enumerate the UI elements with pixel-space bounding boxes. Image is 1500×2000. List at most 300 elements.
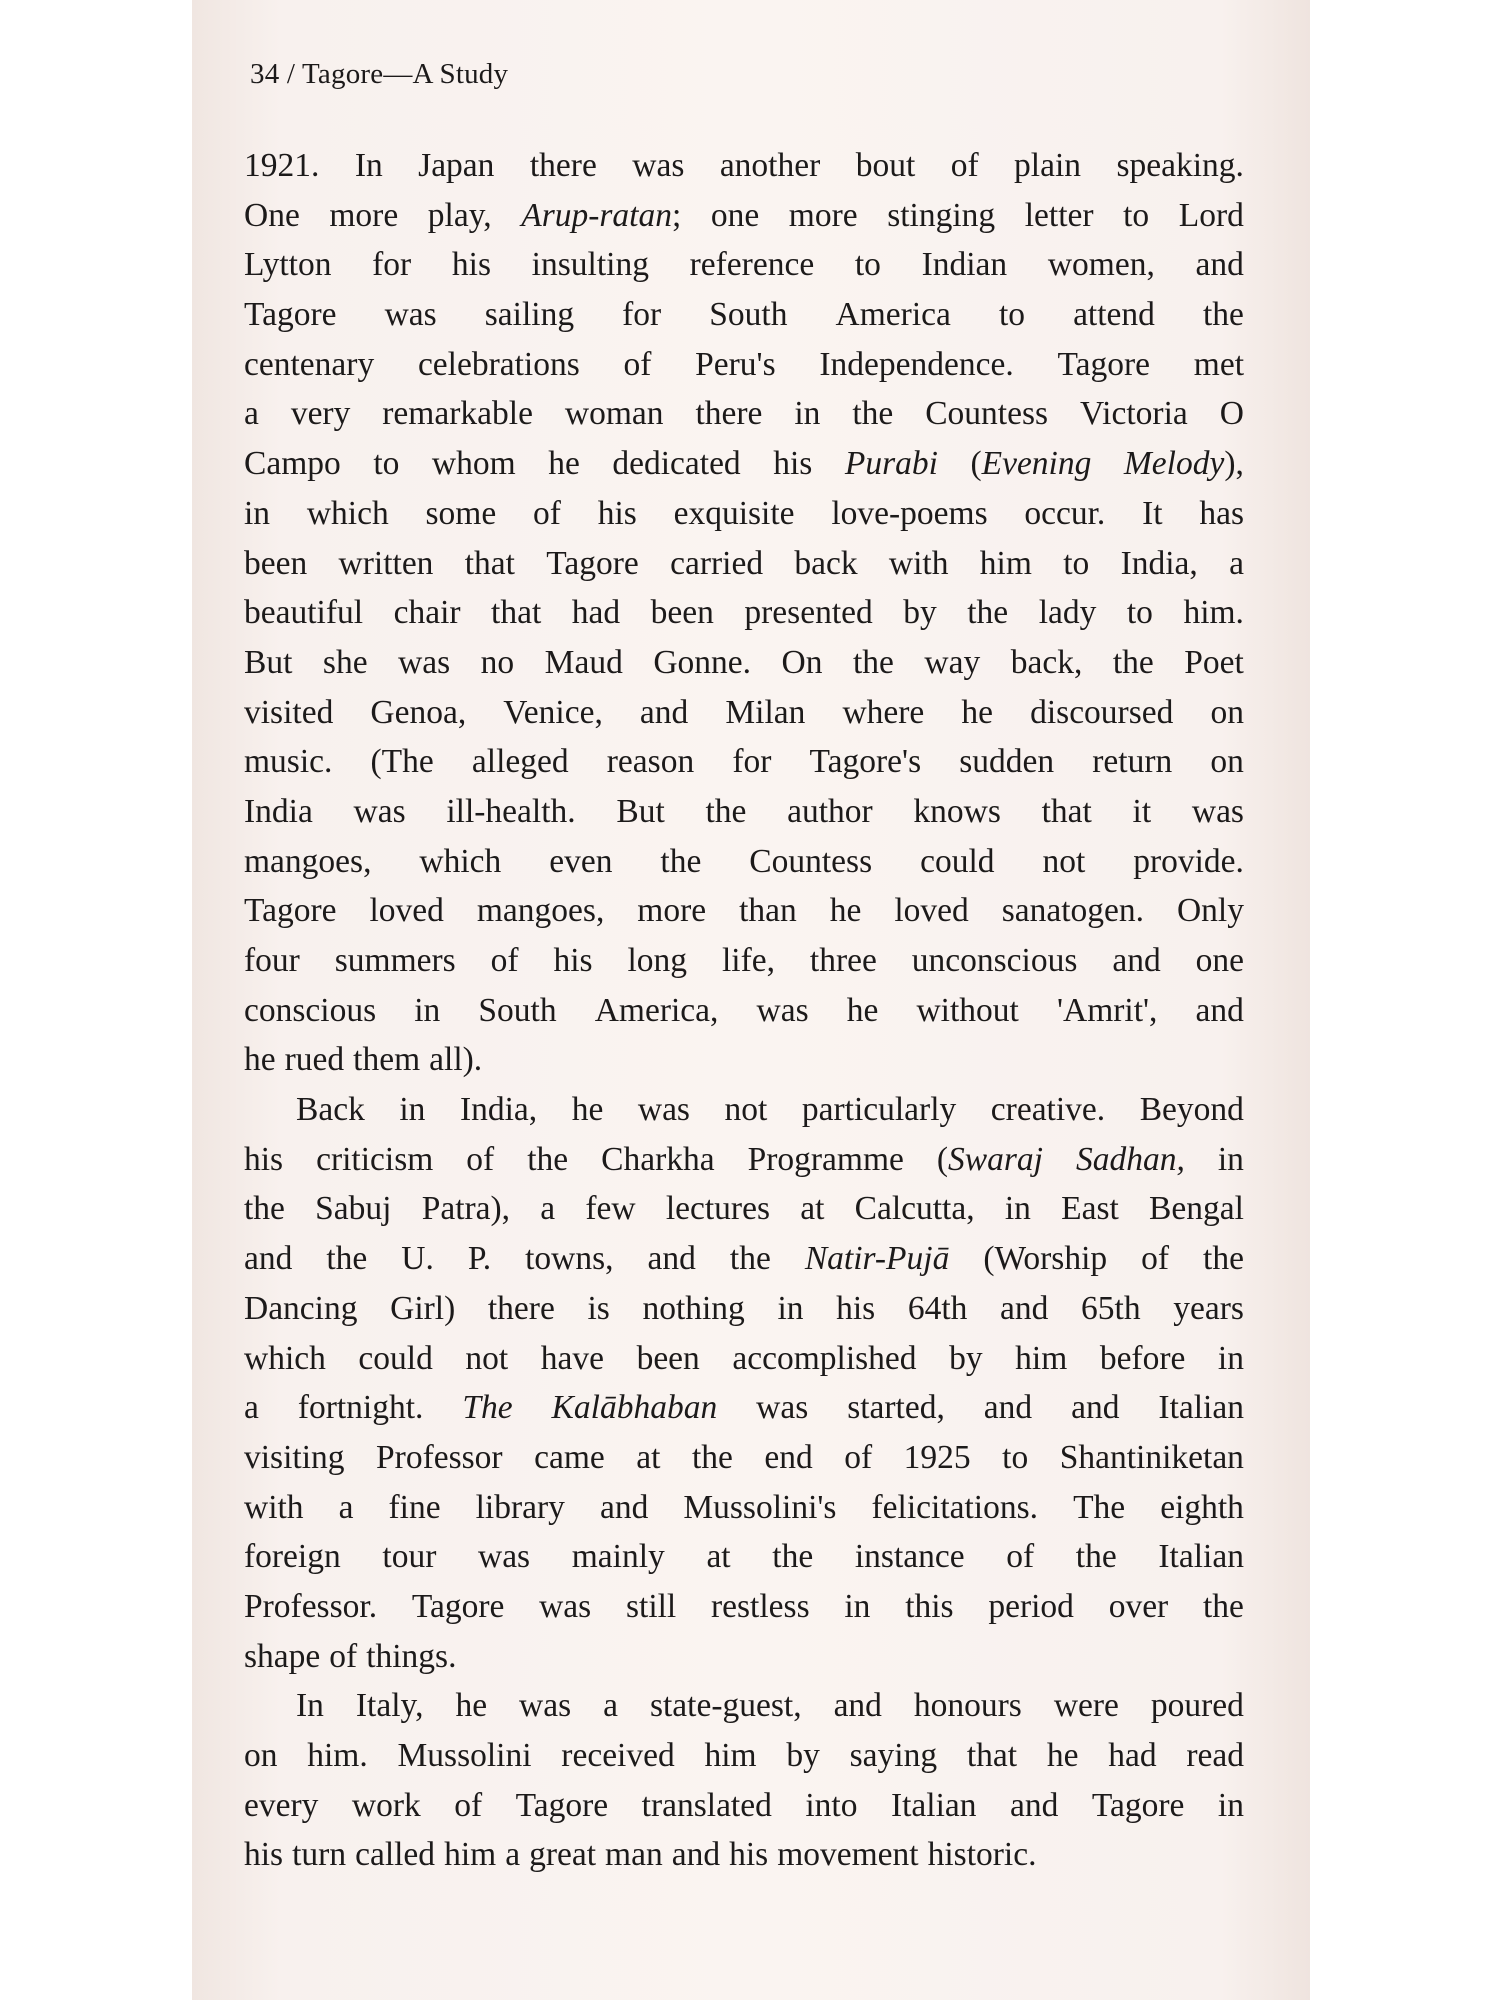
word: insulting [531,246,649,284]
word: all). [429,1041,483,1079]
word: shape [244,1637,321,1675]
word: Italy, [355,1687,424,1725]
word: sailing [484,296,575,334]
text-line [244,787,1244,837]
word: Patra), [421,1190,511,1228]
text-line [244,1681,1244,1731]
text-line [244,1632,1244,1682]
word: before [1099,1339,1186,1377]
word: one [710,196,760,234]
word: in [414,991,441,1029]
word: conscious [244,991,377,1029]
word: O [1219,395,1244,433]
word: South [478,991,557,1029]
word: India, [459,1091,538,1129]
word: Venice, [503,693,603,731]
word: plain [1014,147,1082,184]
word: rued [284,1041,345,1079]
word: fine [388,1488,441,1526]
word: sudden [959,743,1055,781]
word: attend [1073,296,1155,334]
word: 1921. [244,147,320,184]
word: loved [894,892,969,930]
word: his [244,1836,284,1874]
word: man [605,1836,663,1874]
word: Bengal [1149,1190,1244,1228]
word: him. [1183,594,1244,632]
word: East [1061,1190,1119,1228]
word: was [1191,792,1244,830]
word: some [425,494,497,532]
word: three [809,942,877,979]
word: had [1108,1737,1157,1774]
word: the [244,1190,285,1228]
word: author [787,792,873,830]
word: movement [777,1836,919,1874]
word: the [852,395,894,433]
word: the [1203,1240,1244,1278]
word: was [632,147,685,184]
text-line [244,1830,1244,1880]
word: more [788,196,858,234]
word: Campo [244,445,341,483]
word: ill-health. [446,792,576,830]
word: life, [721,942,775,979]
word: remarkable [382,395,533,433]
word: she [322,643,368,681]
word: to [998,296,1025,334]
word: India [244,792,313,830]
word: Lord [1178,196,1244,234]
word: America [835,296,951,334]
word: on [244,1737,278,1774]
word: and [244,1240,293,1278]
text-line [244,638,1244,688]
word: he [961,693,994,731]
word: and [671,1836,721,1874]
word: Genoa, [370,693,467,731]
word: he [846,991,879,1029]
text-line [244,1234,1244,1284]
word: turn [292,1836,347,1874]
word: with [244,1488,304,1526]
word: to [854,246,881,284]
text-line [244,1532,1244,1582]
word: back, [1010,643,1083,681]
text-line [244,1284,1244,1334]
text-line [244,1135,1244,1185]
word: creative. [990,1091,1106,1129]
word: in [1217,1339,1244,1377]
word: But [616,792,665,830]
word: U. [401,1240,434,1278]
text-line [244,688,1244,738]
word: speaking. [1116,147,1244,184]
word: felicitations. [871,1488,1039,1526]
word: to [1123,196,1150,234]
word: long [627,942,688,979]
word: he [244,1041,276,1079]
word: he [1046,1737,1079,1774]
word: for [622,296,662,334]
word: his [836,1289,876,1327]
word: the [729,1240,771,1278]
word: Tagore [411,1587,505,1625]
word: the [1202,296,1244,334]
word: Independence. [819,345,1014,383]
word: years [1173,1289,1244,1327]
word: Mussolini's [683,1488,837,1526]
word: centenary [244,345,375,383]
text-line [244,389,1244,439]
word: (Evening [970,445,1092,483]
text-line [244,1184,1244,1234]
word: Tagore [244,296,337,334]
word: state-guest, [649,1687,802,1725]
word: Natir-Pujā [804,1240,950,1278]
word: and [1195,991,1244,1029]
word: was [756,1389,809,1427]
word: things. [366,1637,457,1675]
word: Peru's [695,345,776,383]
word: that [1041,792,1092,830]
word: sanatogen. [1001,892,1145,930]
word: and [639,693,689,731]
word: of [1006,1538,1035,1576]
text-line [244,141,1244,191]
word: In [354,147,383,184]
word: at [706,1538,731,1576]
word: Tagore [546,544,639,582]
word: a [505,1836,521,1874]
word: his [244,1140,284,1178]
word: and [983,1389,1033,1427]
word: Tagore [1057,345,1151,383]
word: visited [244,693,334,731]
word: by [786,1737,820,1774]
word: at [800,1190,825,1228]
text-line [244,240,1244,290]
word: towns, [525,1240,614,1278]
word: of [466,1140,495,1178]
word: were [1053,1687,1119,1725]
word: Calcutta, [854,1190,975,1228]
word: back [794,544,858,582]
word: in [1217,1140,1244,1178]
word: read [1186,1737,1244,1774]
word: In [296,1687,324,1725]
word: his [597,494,637,532]
word: was [353,792,406,830]
word: 'Amrit', [1056,991,1158,1029]
word: Gonne. [653,643,752,681]
word: the [1112,643,1154,681]
text-line [244,837,1244,887]
word: criticism [316,1140,434,1178]
word: been [650,594,714,632]
word: into [805,1786,858,1824]
word: the [660,842,702,880]
word: that [464,544,515,582]
word: loved [369,892,444,930]
word: of [454,1786,483,1824]
word: of [329,1637,358,1675]
word: knows [913,792,1001,830]
word: provide. [1133,842,1244,880]
word: foreign [244,1538,341,1576]
text-line [244,489,1244,539]
word: not [1042,842,1086,880]
word: stinging [887,196,996,234]
word: few [585,1190,636,1228]
word: 65th [1081,1289,1141,1327]
word: him [444,1836,497,1874]
word: not [724,1091,768,1129]
word: there [529,147,597,184]
word: which [419,842,502,880]
word: saying [849,1737,938,1774]
word: summers [334,942,456,979]
word: Professor [376,1438,503,1476]
word: of [533,494,561,532]
word: work [351,1786,421,1824]
word: letter [1024,196,1094,234]
word: Victoria [1080,395,1188,433]
word: them [353,1041,421,1079]
word: him [979,544,1032,582]
word: met [1193,345,1244,383]
text-line [244,1433,1244,1483]
word: mainly [571,1538,665,1576]
word: instance [854,1538,965,1576]
word: lady [1038,594,1097,632]
word: another [719,147,821,184]
text-line [244,439,1244,489]
word: reference [689,246,815,284]
word: with [888,544,949,582]
word: It [1142,494,1163,532]
word: a [244,395,259,433]
word: 64th [907,1289,968,1327]
text-line [244,986,1244,1036]
word: in [244,494,271,532]
word: the [1075,1538,1117,1576]
word: Professor. [244,1587,378,1625]
word: in [399,1091,426,1129]
word: not [465,1339,509,1377]
word: the [705,792,747,830]
word: accomplished [732,1339,917,1377]
word: chair [393,594,461,632]
word: every [244,1786,319,1824]
word: he [455,1687,488,1725]
word: him [704,1737,757,1774]
text-line [244,936,1244,986]
word: the [1202,1587,1244,1625]
word: one [1195,942,1244,979]
word: in [844,1587,871,1625]
word: Programme [747,1140,904,1178]
word: was [478,1538,531,1576]
word: could [358,1339,433,1377]
word: poured [1150,1687,1244,1725]
word: dedicated [612,445,741,483]
word: was [756,991,809,1029]
text-line [244,539,1244,589]
word: carried [670,544,764,582]
word: came [534,1438,605,1476]
word: by [903,594,937,632]
text-line [244,1582,1244,1632]
word: Milan [725,693,806,731]
word: library [475,1488,565,1526]
word: called [355,1836,436,1874]
word: have [540,1339,605,1377]
word: The [1073,1488,1126,1526]
word: Italian [1158,1389,1244,1427]
text-line [244,1483,1244,1533]
word: very [290,395,351,433]
word: discoursed [1030,693,1174,731]
text-line [244,1035,1244,1085]
word: was [637,1091,690,1129]
word: it [1132,792,1152,830]
running-head: 34 / Tagore—A Study [250,58,509,90]
text-line [244,886,1244,936]
word: of [1141,1240,1170,1278]
word: Beyond [1139,1091,1244,1129]
book-page [192,0,1310,2000]
word: (Worship [983,1240,1108,1278]
word: restless [711,1587,810,1625]
word: in [1217,1786,1244,1824]
word: on [1210,743,1244,781]
word: been [636,1339,700,1377]
word: him. [307,1737,368,1774]
word: and [1195,246,1244,284]
word: is [587,1289,610,1327]
word: his [553,942,593,979]
word: lectures [665,1190,770,1228]
text-line [244,290,1244,340]
word: four [244,942,300,979]
word: particularly [801,1091,957,1129]
word: for [372,246,412,284]
word: more [637,892,707,930]
word: P. [467,1240,492,1278]
word: South [709,296,788,334]
word: Sabuj [315,1190,392,1228]
word: on [1210,693,1244,731]
word: a [603,1687,618,1725]
word: that [491,594,542,632]
word: the [967,594,1009,632]
word: which [306,494,389,532]
word: could [920,842,995,880]
word: One [244,196,300,234]
word: and [833,1687,882,1725]
word: Lytton [244,246,332,284]
word: bout [855,147,916,184]
word: great [529,1836,597,1874]
word: there [695,395,763,433]
word: the [852,643,894,681]
word: than [739,892,797,930]
word: more [329,196,399,234]
word: unconscious [911,942,1078,979]
text-line [244,1781,1244,1831]
word: at [636,1438,661,1476]
word: in [1004,1190,1031,1228]
word: (Swaraj [936,1140,1043,1178]
word: Italian [890,1786,977,1824]
word: way [924,643,981,681]
word: to [1002,1438,1029,1476]
word: the [691,1438,733,1476]
word: Melody), [1123,445,1244,483]
word: play, [427,196,492,234]
word: Tagore's [809,743,922,781]
word: he [571,1091,604,1129]
text-line [244,737,1244,787]
word: America, [594,991,719,1029]
text-line [244,1731,1244,1781]
word: reason [606,743,695,781]
word: beautiful [244,594,364,632]
word: a [338,1488,354,1526]
word: Sadhan, [1075,1140,1185,1178]
word: tour [382,1538,437,1576]
word: of [490,942,519,979]
word: Maud [544,643,623,681]
word: and [1000,1289,1049,1327]
word: mangoes, [476,892,605,930]
word: end [764,1438,813,1476]
word: a [1229,544,1244,582]
word: alleged [471,743,569,781]
word: honours [913,1687,1022,1725]
word: for [732,743,772,781]
word: Indian [921,246,1008,284]
body-text [244,141,1244,1880]
word: no [480,643,515,681]
word: a [244,1389,259,1427]
word: Charkha [601,1140,715,1178]
word: written [338,544,434,582]
word: Purabi [844,445,938,483]
word: even [549,842,613,880]
word: been [244,544,308,582]
word: where [842,693,925,731]
word: was [539,1587,592,1625]
word: Tagore [515,1786,609,1824]
word: and [1112,942,1161,979]
word: of [623,345,652,383]
word: Japan [418,147,495,184]
word: woman [564,395,664,433]
word: was [519,1687,572,1725]
word: mangoes, [244,842,372,880]
word: translated [641,1786,772,1824]
word: Back [296,1091,365,1129]
word: to [1126,594,1153,632]
word: visiting [244,1438,345,1476]
word: women, [1047,246,1155,284]
word: this [905,1587,954,1625]
word: had [571,594,621,632]
text-line [244,191,1244,241]
word: he [548,445,580,483]
